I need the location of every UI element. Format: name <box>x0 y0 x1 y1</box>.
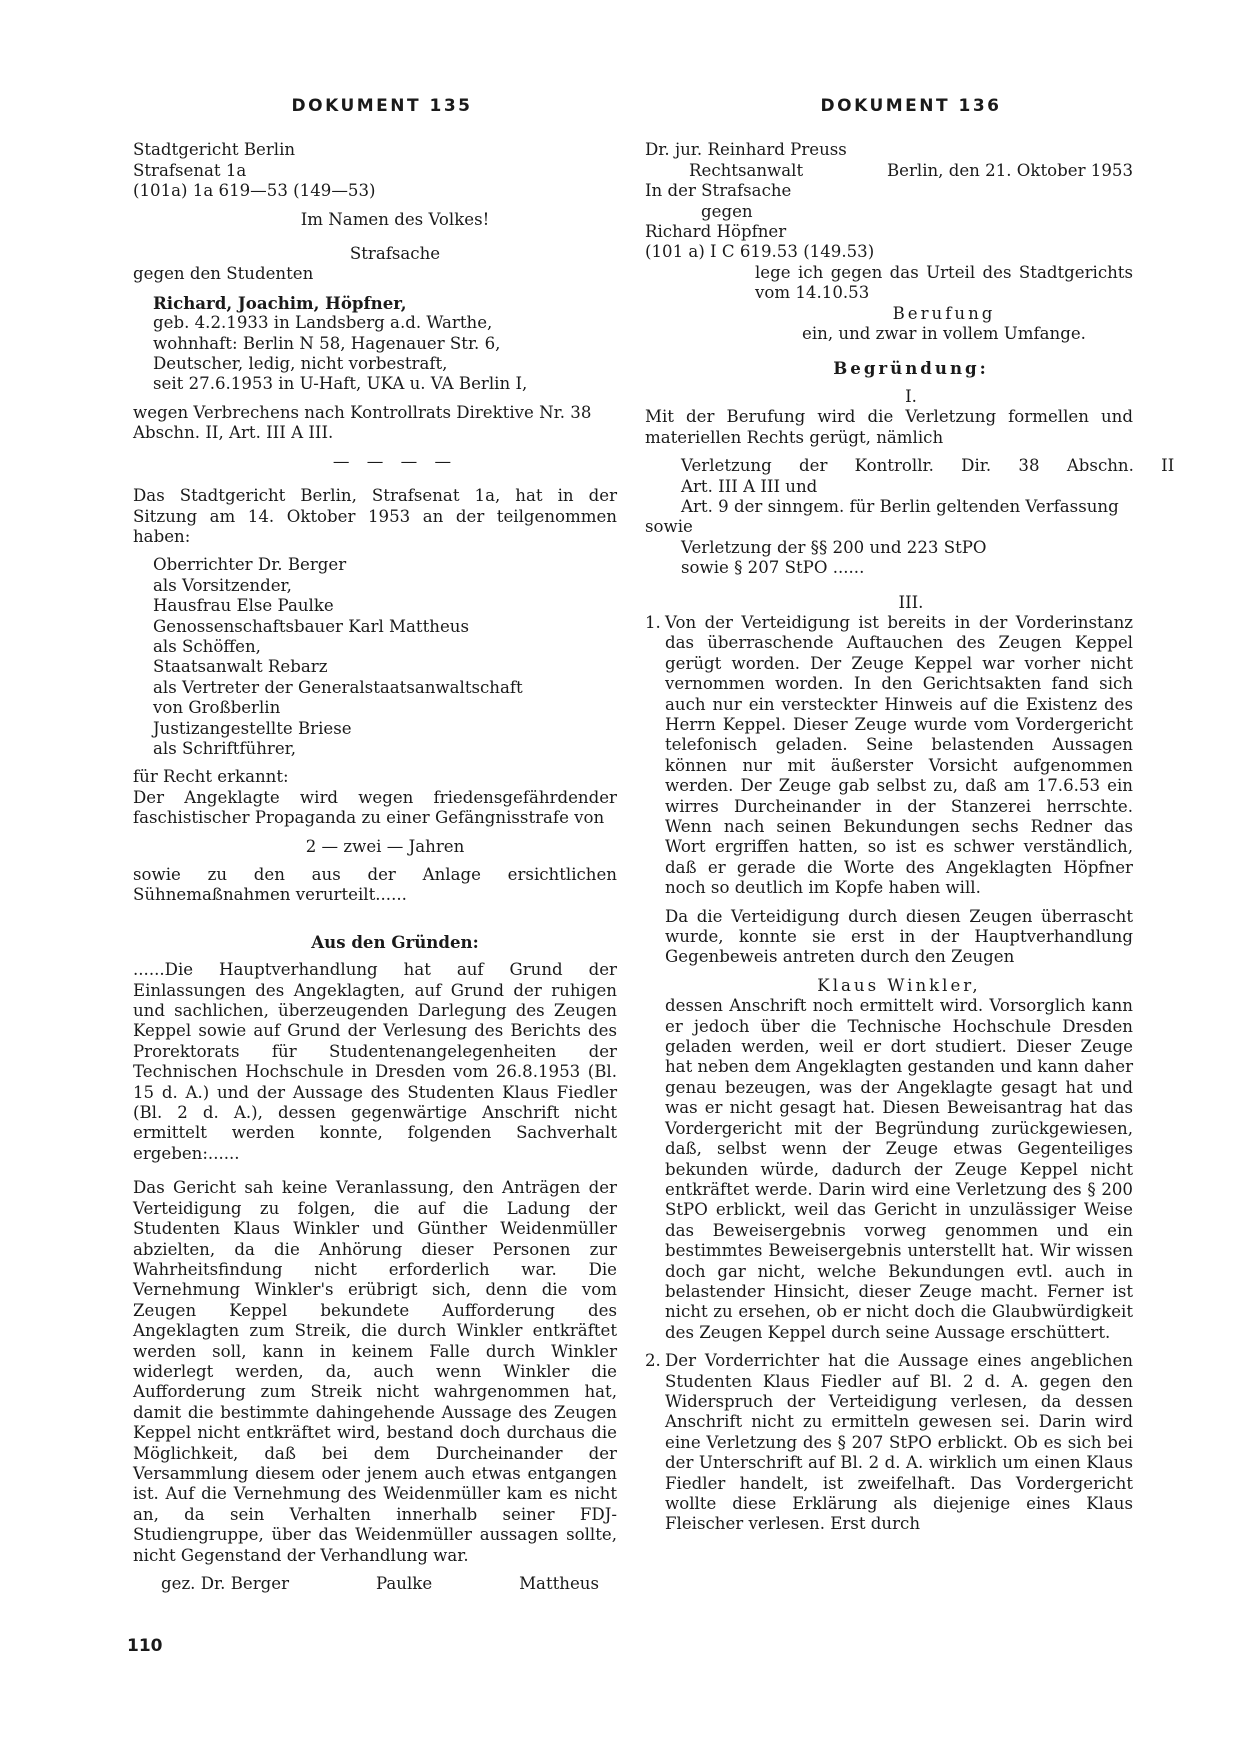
page-number: 110 <box>127 1636 163 1656</box>
lawyer-title: Rechtsanwalt <box>689 160 804 180</box>
file-number: (101a) 1a 619—53 (149—53) <box>133 181 376 201</box>
point-number: 2. <box>645 1351 661 1371</box>
signature-name: gez. Dr. Berger <box>161 1574 290 1593</box>
point-continuation <box>645 907 1133 1344</box>
against-line: gegen <box>701 201 753 221</box>
lawyer-title-row <box>645 161 1133 181</box>
reasons-title: Aus den Gründen: <box>311 931 479 952</box>
signature-name: Paulke <box>375 1574 433 1593</box>
appeal-block <box>645 263 1133 345</box>
case-intro: In der Strafsache <box>645 181 792 201</box>
numbered-point <box>645 613 1133 899</box>
charge-line: wegen Verbrechens nach Kontrollrats Direktive Nr. 38 <box>133 402 592 422</box>
point-paragraph: Da die Verteidigung durch diesen Zeugen überrascht wurde, konnte sie erst in der Hauptverhandlung Gegenbeweis antreten durch den Zeugen <box>665 906 1133 967</box>
place-date: Berlin, den 21. Oktober 1953 <box>886 160 1133 180</box>
left-column <box>133 96 617 1594</box>
point-text: Von der Verteidigung ist bereits in der Vorderinstanz das überraschende Auftauchen des Zeugen Keppel gerügt worden. Der Zeuge Keppel war vorher nicht vernommen worden. In den Gerichtsakten fand sich auch nur ein versteckter Hinweis auf die Existenz des Herrn Keppel. Dieser Zeuge wurde vom Vordergericht telefonisch geladen. Seine belastenden Aussagen können nur mit äußerster Vorsicht aufgenommen werden. Der Zeuge gab selbst zu, daß am 17.6.53 ein wirres Durcheinander in der Stanzerei herrschte. Wenn nach seinen Bekundungen sechs Redner das Wort ergriffen hatten, so ist es schwer verständlich, daß er gerade die Worte des Angeklagten Höpfner noch so deutlich im Kopfe haben will. <box>665 612 1133 898</box>
signature-name: Mattheus <box>519 1574 599 1593</box>
violation-line: sowie § 207 StPO ...... <box>681 558 865 578</box>
defendant-line: geb. 4.2.1933 in Landsberg a.d. Warthe, <box>153 313 493 333</box>
member-line: Genossenschaftsbauer Karl Mattheus <box>153 616 469 636</box>
sentence-line: 2 — zwei — Jahren <box>305 836 465 856</box>
right-column <box>645 96 1175 1535</box>
point-number: 1. <box>645 612 661 632</box>
defendant-line: Richard, Joachim, Höpfner, <box>153 292 407 313</box>
signatures <box>133 1574 617 1594</box>
complaint-paragraph: Mit der Berufung wird die Verletzung formellen und materiellen Rechts gerügt, nämlich <box>645 407 1133 447</box>
member-line: Staatsanwalt Rebarz <box>153 657 328 677</box>
violation-line: Art. III A III und <box>681 476 818 496</box>
reasons-paragraph: ......Die Hauptverhandlung hat auf Grund der Einlassungen des Angeklagten, auf Grund der ruhigen und sachlichen, überzeugenden Darlegung des Zeugen Keppel sowie auf Grund der Verlesung des Berichts des Prorektorats für Studentenangelegenheiten der Technischen Hochschule in Dresden vom 26.8.1953 (Bl. 15 d. A.) und der Aussage des Studenten Klaus Fiedler (Bl. 2 d. A.), dessen gegenwärtige Anschrift nicht ermittelt werden konnte, folgenden Sachverhalt ergeben:...... <box>133 960 617 1163</box>
violation-line: Verletzung der §§ 200 und 223 StPO <box>681 537 987 557</box>
lawyer-name: Dr. jur. Reinhard Preuss <box>645 140 847 160</box>
defendant-line: wohnhaft: Berlin N 58, Hagenauer Str. 6, <box>153 333 501 353</box>
violation-line: Art. 9 der sinngem. für Berlin geltenden Verfassung <box>681 496 1119 516</box>
charge-line: Abschn. II, Art. III A III. <box>133 423 334 443</box>
witness-name: Klaus Winkler, <box>817 975 981 995</box>
scope-line: ein, und zwar in vollem Umfange. <box>802 324 1086 344</box>
grounds-title: Begründung: <box>833 358 989 379</box>
violations-block <box>645 538 1133 579</box>
document-heading: DOKUMENT 136 <box>820 96 1002 116</box>
verdict-intro: für Recht erkannt: <box>133 767 289 787</box>
member-line: als Vorsitzender, <box>153 575 292 595</box>
violation-line: Verletzung der Kontrollr. Dir. 38 Abschn. II <box>681 456 1175 476</box>
section-numeral: I. <box>905 386 917 406</box>
point-text: Der Vorderrichter hat die Aussage eines angeblichen Studenten Klaus Fiedler auf Bl. 2 d. A. gegen den Widerspruch der Verteidigung verlesen, da dessen Anschrift nicht zu ermitteln gewesen sei. Darin wird eine Verletzung des § 207 StPO erblickt. Ob es sich bei der Unterschrift auf Bl. 2 d. A. wirklich um einen Klaus Fiedler handelt, ist zweifelhaft. Das Vordergericht wollte diese Erklärung als diejenige eines Klaus Fleischer verlesen. Erst durch <box>665 1351 1133 1534</box>
defendant-line: Deutscher, ledig, nicht vorbestraft, <box>153 354 448 374</box>
senate-name: Strafsenat 1a <box>133 160 247 180</box>
member-line: als Schriftführer, <box>153 738 297 758</box>
separator-dashes: — — — — <box>332 451 458 471</box>
reasons-paragraph: Das Gericht sah keine Veranlassung, den Anträgen der Verteidigung zu folgen, die auf die Ladung der Studenten Klaus Winkler und Günther Weidenmüller abzielten, da die Anhörung dieser Personen zur Wahrheitsfindung nicht erforderlich war. Die Vernehmung Winkler's erübrigt sich, denn die vom Zeugen Keppel bekundete Aufforderung des Angeklagten zum Streik, die durch Winkler entkräftet werden soll, kann in keinem Falle durch Winkler widerlegt werden, da, auch wenn Winkler die Aufforderung zum Streik nicht wahrgenommen hat, damit die bestimmte dahingehende Aussage des Zeugen Keppel nicht entkräftet wird, bestand doch durchaus die Möglichkeit, daß bei dem Durcheinander der Versammlung diesem oder jenem auch etwas entgangen ist. Auf die Vernehmung des Weidenmüller kam es nicht an, da sein Verhalten innerhalb seiner FDJ-Studiengruppe, über das Weidenmüller aussagen sollte, nicht Gegenstand der Verhandlung war. <box>133 1178 617 1565</box>
section-numeral: III. <box>898 592 924 612</box>
atonement-paragraph: sowie zu den aus der Anlage ersichtlichen Sühnemaßnahmen verurteilt...... <box>133 865 617 905</box>
member-line: Oberrichter Dr. Berger <box>153 555 347 575</box>
lodge-paragraph: lege ich gegen das Urteil des Stadtgerichts vom 14.10.53 <box>755 262 1133 303</box>
point-paragraph: dessen Anschrift noch ermittelt wird. Vorsorglich kann er jedoch über die Technische Hochschule Dresden geladen werden, weil er dort studiert. Dieser Zeuge hat neben dem Angeklagten gestanden und kann daher genau bezeugen, was der Angeklagte gesagt hat und was er nicht gesagt hat. Diesen Beweisantrag hat das Vordergericht mit der Begründung zurückgewiesen, daß, selbst wenn der Zeuge etwas Gegenteiliges bekunden würde, dadurch der Zeuge Keppel nicht entkräftet werde. Darin wird eine Verletzung des § 200 StPO erblickt, weil das Gericht in unzulässiger Weise das Beweisergebnis vorweg genommen und ein bestimmtes Beweisergebnis unterstellt hat. Wir wissen doch gar nicht, welche Bekundungen evtl. auch in belastender Hinsicht, dieser Zeuge macht. Ferner ist nicht zu ersehen, ob er nicht doch die Glaubwürdigkeit des Zeugen Keppel durch seine Aussage erschüttert. <box>665 996 1133 1342</box>
member-line: von Großberlin <box>153 698 281 718</box>
member-line: Hausfrau Else Paulke <box>153 596 334 616</box>
defendant-block <box>133 293 617 395</box>
appeal-word: Berufung <box>892 303 996 323</box>
verdict-paragraph: Der Angeklagte wird wegen friedensgefährdender faschistischer Propaganda zu einer Gefängnisstrafe von <box>133 787 617 828</box>
member-line: Justizangestellte Briese <box>153 718 352 738</box>
member-line: als Schöffen, <box>153 636 261 656</box>
court-name: Stadtgericht Berlin <box>133 140 296 160</box>
defendant-line: seit 27.6.1953 in U-Haft, UKA u. VA Berlin I, <box>153 374 528 394</box>
court-members <box>133 555 617 759</box>
against-line: gegen den Studenten <box>133 264 314 284</box>
file-number: (101 a) I C 619.53 (149.53) <box>645 242 875 262</box>
violations-block <box>645 456 1175 517</box>
member-line: als Vertreter der Generalstaatsanwaltschaft <box>153 677 523 697</box>
document-heading: DOKUMENT 135 <box>291 96 473 116</box>
defendant-name: Richard Höpfner <box>645 222 787 242</box>
case-type: Strafsache <box>349 244 441 264</box>
also-line: sowie <box>645 517 693 537</box>
numbered-point <box>645 1351 1133 1535</box>
in-the-name: Im Namen des Volkes! <box>300 209 490 229</box>
session-paragraph: Das Stadtgericht Berlin, Strafsenat 1a, hat in der Sitzung am 14. Oktober 1953 an der teilgenommen haben: <box>133 486 617 546</box>
